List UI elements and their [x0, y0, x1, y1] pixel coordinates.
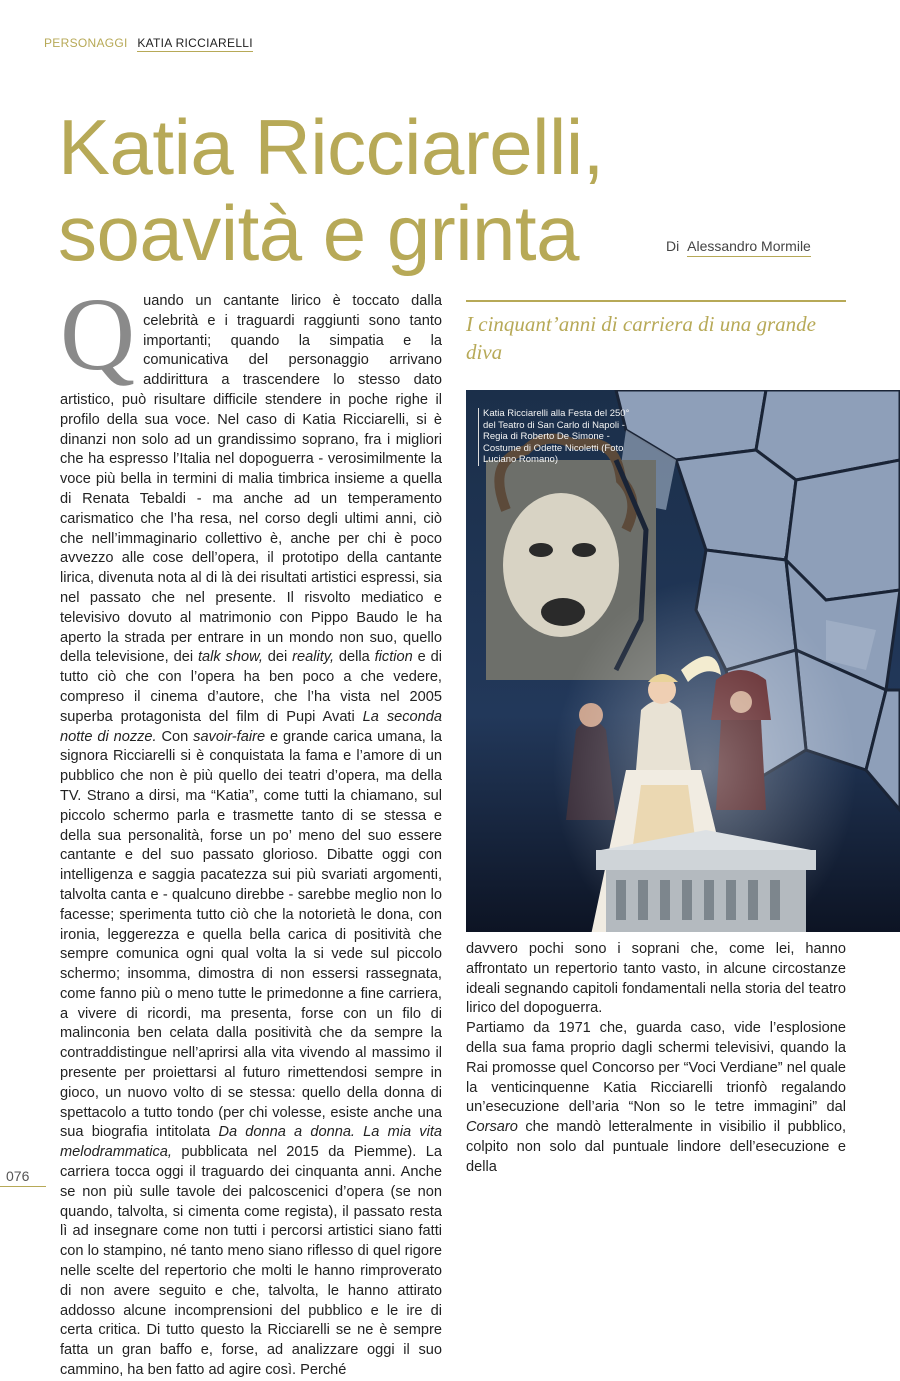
left-column — [60, 277, 443, 1381]
page-number: 076 — [6, 1168, 30, 1184]
pull-quote: I cinquant’anni di carriera di una grande diva — [466, 312, 816, 364]
body-paragraph: Partiamo da 1971 che, guarda caso, vide l’esplosione della sua fama proprio dagli schermi televisivi, quando la Rai promosse quel Concorso per “Voci Verdiane” nel quale la venticinquenne Katia Ricciarelli trionfò regalando un’esecuzione dell’aria “Non so le tetre immagini” dal Corsaro che mandò letteralmente in visibilio il pubblico, colpito non solo dal puntuale lindore dell’esecuzione e della — [466, 1020, 846, 1175]
section-rubric — [44, 36, 253, 50]
opera-stage-illustration — [466, 390, 900, 932]
right-column — [466, 940, 846, 1178]
title-line-2: soavità e grinta — [58, 189, 579, 277]
title-line-1: Katia Ricciarelli, — [58, 103, 604, 191]
photo-caption: Katia Ricciarelli alla Festa del 250° del Teatro di San Carlo di Napoli - Regia di Roberto De Simone - Costume di Odette Nicoletti (Foto Luciano Romano) — [478, 408, 639, 466]
author-name: Alessandro Mormile — [687, 238, 811, 257]
page-number-rule — [0, 1186, 46, 1187]
rubric-section: PERSONAGGI — [44, 36, 128, 50]
article-title — [58, 104, 698, 276]
body-paragraph: Quando un cantante lirico è toccato dalla celebrità e i traguardi raggiunti sono tanto importanti; quando la simpatia e la comunicativa del personaggio arrivano addirittura a trascendere lo stesso dato artistico, può risultare difficile stendere in poche righe il profilo della sua voce. Nel caso di Katia Ricciarelli, si è dinanzi non solo ad un grandissimo soprano, fra i migliori che ha espresso l’Italia nel dopoguerra - verosimilmente la voce più bella in termini di malia timbrica insieme a quella di Renata Tebaldi - ma anche ad un temperamento carismatico che l’ha resa, nel corso degli ultimi anni, ciò che nell’immaginario collettivo è, anche per chi è poco avvezzo alle cose dell’opera, il prototipo della cantante lirica, divenuta nota al di là dei risultati artistici espressi, sia nel passato che nel presente. Il risvolto mediatico e televisivo dovuto al matrimonio con Pippo Baudo le ha aperto la strada per entrare in un mondo non suo, quello della televisione, dei talk show, dei reality, della fiction e di tutto ciò che con l’opera ha ben poco a che vedere, compreso il cinema d’autore, che l’ha vista nel 2005 superba protagonista del film di Pupi Avati La seconda notte di nozze. Con savoir-faire e grande carica umana, la signora Ricciarelli si è conquistata la fama e l’amore di un pubblico che non è più quello dei teatri d’opera, ma della TV. Strano a dirsi, ma “Katia”, come tutti la chiamano, sul piccolo schermo parla e trasmette tanto di se stessa e della sua personalità, forse un po’ meno del suo essere cantante e del suo passato glorioso. Dibatte oggi con intelligenza e saggia pacatezza sui più svariati argomenti, talvolta canta e - qualcuno direbbe - sarebbe meglio non lo facesse; sperimenta tutto ciò che la notorietà le dona, con ironia, leggerezza e quella bella carica di positività che sempre comunica ogni qual volta la si vede sul piccolo schermo; insomma, dimostra di non essersi rassegnata, come fanno più o meno tutte le primedonne a fine carriera, a vivere di ricordi, ma presenta, forse con un filo di malinconia ben celata dalla positività che da sempre la contraddistingue nell’aprirsi alla vita vivendo al massimo il presente per proiettarsi al futuro rimettendosi sempre in gioco, un nuovo volto di se stessa: quello della donna di spettacolo a tutto tondo (per chi volesse, esiste anche una sua biografia intitolata Da donna a donna. La mia vita melodrammatica, pubblicata nel 2015 da Piemme). La carriera tocca oggi il traguardo dei cinquanta anni. Anche se non più sulle tavole dei palcoscenici d’opera (se non quando, talvolta, si cimenta come regista), il passato resta lì ad insegnare come non tutti i percorsi artistici siano fatti con lo stampino, né tanto meno siano riflesso di quel rigore nelle scelte del repertorio che molti le hanno rimproverato di non avere seguito e che, talvolta, le hanno attirato addosso alcune incomprensioni del pubblico e le ire di certa critica. Di tutto questo la Ricciarelli se ne è sempre fatta un gran baffo e, forse, ad analizzare oggi il suo cammino, ha ben fatto ad agire così. Perché — [60, 277, 443, 1379]
drop-cap: Q — [60, 277, 136, 392]
stage-photo — [466, 390, 900, 932]
byline — [666, 238, 811, 254]
byline-prefix: Di — [666, 238, 680, 254]
body-paragraph: davvero pochi sono i soprani che, come lei, hanno affrontato un repertorio tanto vasto, in alcune circostanze ideali segnando capitoli fondamentali nella storia del teatro lirico del dopoguerra. — [466, 941, 846, 1017]
rubric-name: KATIA RICCIARELLI — [137, 36, 253, 50]
pull-quote-rule — [466, 300, 846, 302]
